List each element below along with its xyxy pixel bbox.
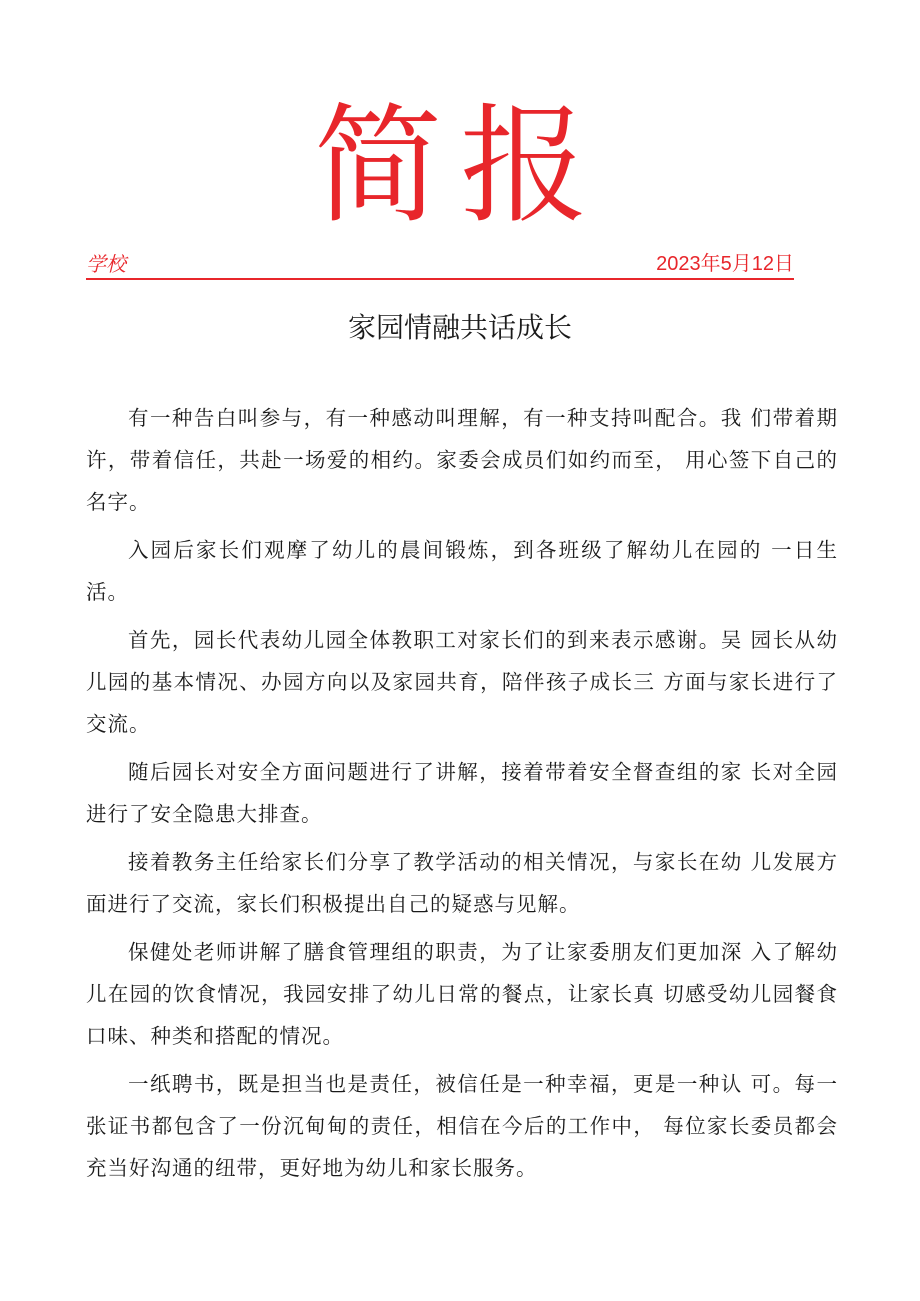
article-headline: 家园情融共话成长 [347, 311, 572, 344]
paragraph: 保健处老师讲解了膳食管理组的职责，为了让家委朋友们更加深 入了解幼儿在园的饮食情况，我园安排了幼儿日常的餐点，让家长真 切感受幼儿园餐食口味、种类和搭配的情况。 [86, 940, 838, 1048]
masthead-title: 简报 [313, 92, 606, 241]
paragraph: 入园后家长们观摩了幼儿的晨间锻炼，到各班级了解幼儿在园的 一日生活。 [86, 538, 838, 604]
paragraph: 接着教务主任给家长们分享了教学活动的相关情况，与家长在幼 儿发展方面进行了交流，家长们积极提出自己的疑惑与见解。 [86, 850, 838, 916]
date-label: 2023年5月12日 [656, 253, 794, 275]
article-body [86, 397, 838, 1195]
paragraph: 有一种告白叫参与，有一种感动叫理解，有一种支持叫配合。我 们带着期许，带着信任，共赴一场爱的相约。家委会成员们如约而至， 用心签下自己的名字。 [86, 406, 838, 514]
meta-row [86, 250, 794, 280]
paragraph: 随后园长对安全方面问题进行了讲解，接着带着安全督查组的家 长对全园进行了安全隐患大排查。 [86, 760, 838, 826]
paragraph: 一纸聘书，既是担当也是责任，被信任是一种幸福，更是一种认 可。每一张证书都包含了一份沉甸甸的责任，相信在今后的工作中， 每位家长委员都会充当好沟通的纽带，更好地为幼儿和家长服务。 [86, 1072, 838, 1180]
school-label: 学校 [86, 252, 126, 276]
paragraph: 首先，园长代表幼儿园全体教职工对家长们的到来表示感谢。吴 园长从幼儿园的基本情况、办园方向以及家园共育，陪伴孩子成长三 方面与家长进行了交流。 [86, 628, 838, 736]
